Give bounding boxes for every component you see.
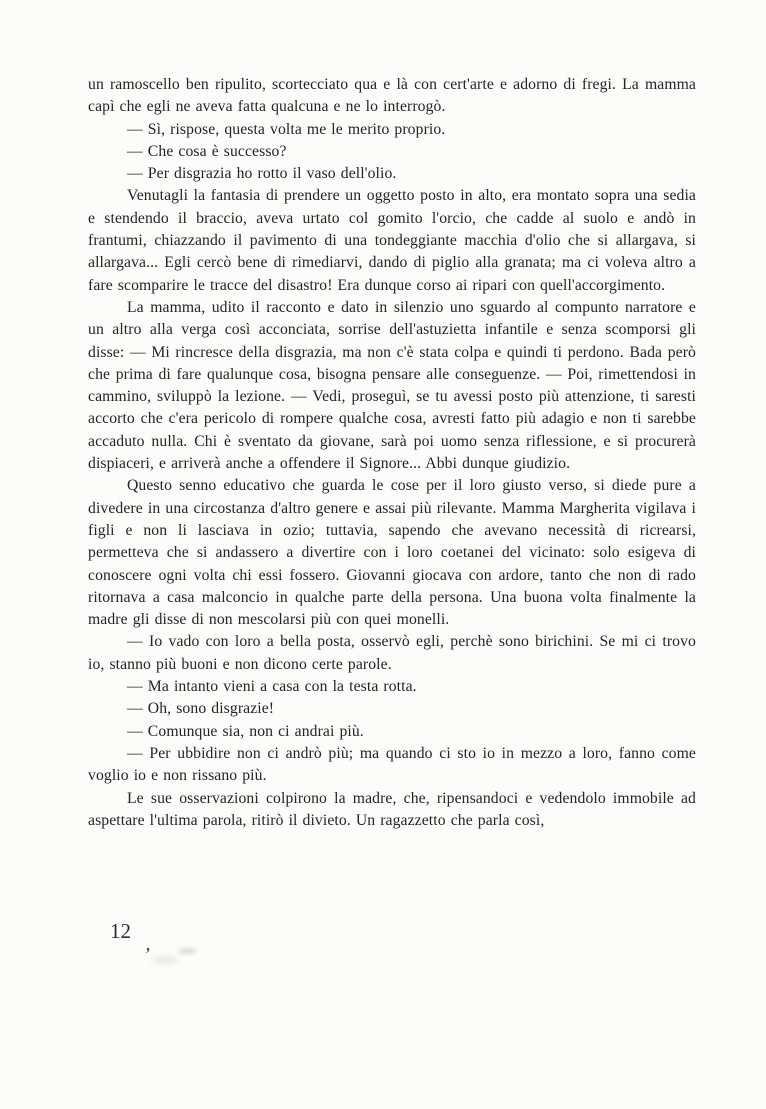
page-number: 12	[110, 919, 131, 943]
dialogue-line: — Che cosa è successo?	[127, 142, 287, 160]
dialogue-line: — Sì, rispose, questa volta me le merito proprio.	[127, 120, 446, 138]
paragraph: La mamma, udito il racconto e dato in silenzio uno sguardo al compunto narratore e un altro alla verga così acconciata, sorrise dell'astuzietta infantile e senza scomporsi gli disse: — Mi rincresce della disgrazia, ma non c'è stata colpa e quindi ti perdono. Bada però che prima di fare qualunque cosa, bisogna pensare alle conseguenze. — Poi, rimettendosi in cammino, sviluppò la lezione. — Vedi, proseguì, se tu avessi posto più attenzione, ti saresti accorto che c'era pericolo di rompere qualche cosa, avresti fatto più adagio e non ti sarebbe accaduto nulla. Chi è sventato da giovane, sarà poi uomo senza riflessione, e si procurerà dispiaceri, e arriverà anche a offendere il Signore... Abbi dunque giudizio.	[88, 298, 696, 473]
dialogue-line: — Per disgrazia ho rotto il vaso dell'olio.	[127, 165, 397, 183]
dialogue-line: — Ma intanto vieni a casa con la testa rotta.	[127, 678, 417, 696]
dialogue-line: — Io vado con loro a bella posta, osservò egli, perchè sono birichini. Se mi ci trovo io, stanno più buoni e non dicono certe parole.	[88, 633, 696, 673]
dialogue-line: — Per ubbidire non ci andrò più; ma quando ci sto io in mezzo a loro, fanno come voglio io e non rissano più.	[88, 744, 696, 785]
scan-smudge	[178, 948, 196, 954]
book-page-text	[88, 74, 696, 832]
ink-smudge-comma: ,	[144, 932, 153, 956]
scan-smudge	[152, 956, 178, 964]
dialogue-line: — Oh, sono disgrazie!	[127, 700, 275, 718]
paragraph: Le sue osservazioni colpirono la madre, che, ripensandoci e vedendolo immobile ad aspettare l'ultima parola, ritirò il divieto. Un ragazzetto che parla così,	[88, 789, 696, 829]
dialogue-line: — Comunque sia, non ci andrai più.	[127, 722, 364, 740]
paragraph: un ramoscello ben ripulito, scortecciato qua e là con cert'arte e adorno di fregi. La mamma capì che egli ne aveva fatta qualcuna e ne lo interrogò.	[88, 76, 696, 116]
paragraph: Questo senno educativo che guarda le cose per il loro giusto verso, si diede pure a divedere in una circostanza d'altro genere e assai più rilevante. Mamma Margherita vigilava i figli e non li lasciava in ozio; tuttavia, sapendo che avevano necessità di ricrearsi, permetteva che si andassero a divertire con i loro coetanei del vicinato: solo esigeva di conoscere ogni volta chi essi fossero. Giovanni giocava con ardore, tanto che non di rado ritornava a casa malconcio in qualche parte della persona. Una buona volta finalmente la madre gli disse di non mescolarsi più con quei monelli.	[88, 477, 696, 629]
paragraph: Venutagli la fantasia di prendere un oggetto posto in alto, era montato sopra una sedia e stendendo il braccio, aveva urtato col gomito l'orcio, che cadde al suolo e andò in frantumi, chiazzando il pavimento di una tondeggiante macchia d'olio che si allargava, si allargava... Egli cercò bene di rimediarvi, dando di piglio alla granata; ma ci voleva altro a fare scomparire le tracce del disastro! Era dunque corso ai ripari con quell'accorgimento.	[88, 187, 696, 294]
